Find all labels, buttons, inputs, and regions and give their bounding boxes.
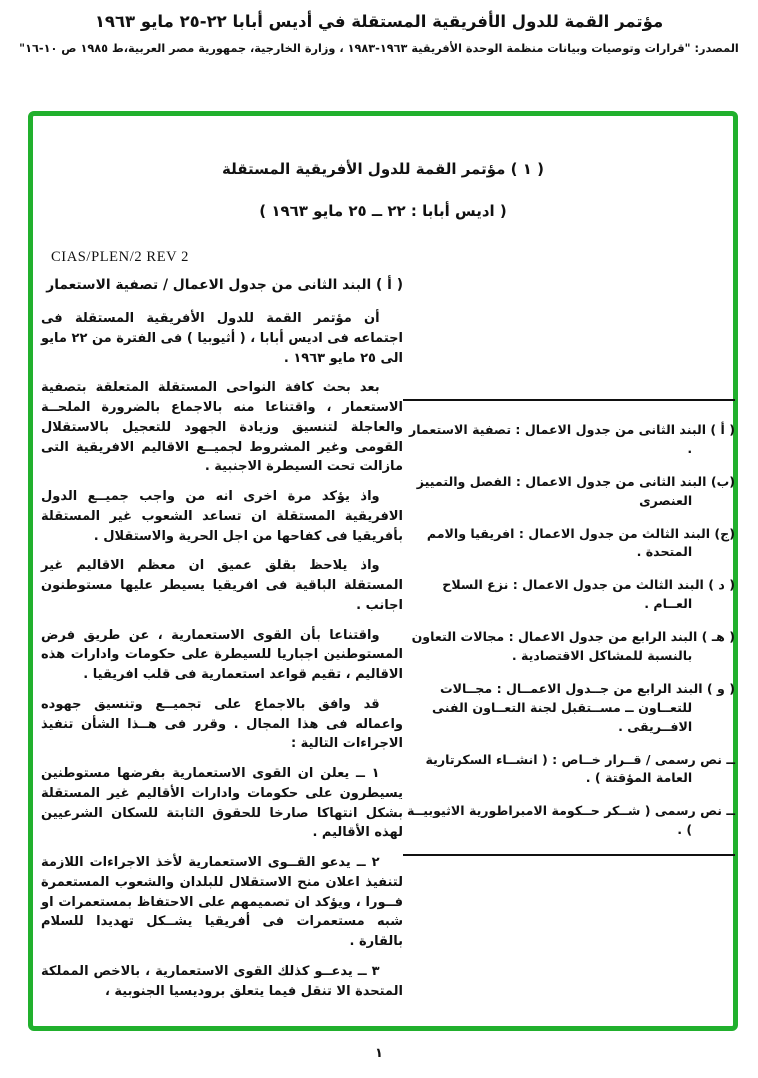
agenda-item-a: ( أ ) البند الثانى من جدول الاعمال : تصفية الاستعمار . [408, 422, 735, 456]
document-reference-code: CIAS/PLEN/2 REV 2 [51, 249, 190, 265]
document-subtitle: ( اديس أبابا : ٢٢ ــ ٢٥ مايو ١٩٦٣ ) [259, 202, 507, 220]
page-number: ١ [375, 1046, 383, 1061]
agenda-item-e: ( هـ ) البند الرابع من جدول الاعمال : مجالات التعاون بالنسبة للمشاكل الاقتصادية . [411, 629, 735, 664]
numbered-clause-1: ١ ــ يعلن ان القوى الاستعمارية بفرضها مستوطنين يسيطرون على حكومات وادارات الأقاليم غير المستقلة بشكل انتهاكا صارخا للحقوق الثابتة للسكان الشرعيين لهذه الأقاليم . [41, 766, 403, 841]
agenda-item-official-text-2: ــ نص رسمى ( شــكر حــكومة الامبراطورية الاثيوبيــة ) . [406, 803, 735, 838]
agenda-item-d: ( د ) البند الثالث من جدول الاعمال : نزع السلاح العــام . [442, 577, 735, 612]
document-frame [28, 111, 738, 1031]
page-title: مؤتمر القمة للدول الأفريقية المستقلة في أديس أبابا ٢٢-٢٥ مايو ١٩٦٣ [94, 12, 664, 31]
section-heading: ( أ ) البند الثانى من جدول الاعمال / تصفية الاستعمار [46, 277, 403, 293]
paragraph: واذ يلاحظ بقلق عميق ان معظم الاقاليم غير المستقلة الباقية فى افريقيا يسيطر عليها مستوطنون اجانب . [41, 558, 403, 613]
page-header [0, 12, 758, 55]
paragraph: واقتناعا بأن القوى الاستعمارية ، عن طريق فرض المستوطنين اجباريا للسيطرة على حكومات وادارات هذه الاقاليم ، تقيم قواعد استعمارية فى قلب افريقيا . [41, 627, 403, 682]
divider-line [403, 399, 735, 401]
divider-line [403, 854, 735, 856]
agenda-item-f: ( و ) البند الرابع من جــدول الاعمــال : مجــالات للتعــاون ــ مســتقبل لجنة التعــاون الفنى الافــريقى . [432, 680, 735, 734]
paragraph: أن مؤتمر القمة للدول الأفريقية المستقلة فى اجتماعه فى اديس أبابا ، ( أثيوبيا ) فى الفترة من ٢٢ مايو الى ٢٥ مايو ١٩٦٣ . [41, 311, 403, 366]
document-title-block [33, 160, 733, 220]
agenda-index-column [403, 399, 735, 856]
body-text-column [41, 309, 403, 1001]
agenda-item-c: (ج) البند الثالث من جدول الاعمال : افريقيا والامم المتحدة . [426, 525, 735, 560]
paragraph: واذ يؤكد مرة اخرى انه من واجب جميــع الدول الافريقية المستقلة ان تساعد الشعوب غير المستقلة بأفريقيا فى كفاحها من اجل الحرية والاستقلال . [41, 489, 403, 544]
agenda-item-official-text-1: ــ نص رسمى / قــرار خــاص : ( انشــاء السكرتارية العامة المؤقتة ) . [425, 751, 735, 786]
numbered-clause-2: ٢ ــ يدعو القــوى الاستعمارية لأخذ الاجراءات اللازمة لتنفيذ اعلان منح الاستقلال للبلدان والشعوب المستعمرة فــورا ، ويؤكد ان تصميمهم على الاحتفاظ بمستعمرات او شبه مستعمرات فى أفريقيا يشــكل تهديدا للسلام بالقارة . [41, 855, 403, 949]
paragraph: قد وافق بالاجماع على تجميــع وتنسيق جهوده واعماله فى هذا المجال . وقرر فى هــذا الشأن تنفيذ الاجراءات التالية : [41, 696, 403, 752]
source-citation: المصدر: "قرارات وتوصيات وبيانات منظمة الوحدة الأفريقية ١٩٦٣-١٩٨٣ ، وزارة الخارجية، جمهورية مصر العربية،ط ١٩٨٥ ص ١٠-١٦" [19, 42, 739, 55]
numbered-clause-3: ٣ ــ يدعــو كذلك القوى الاستعمارية ، بالاخص المملكة المتحدة الا تنقل فيما يتعلق بروديسيا الجنوبية ، [41, 963, 403, 999]
agenda-item-b: (ب) البند الثانى من جدول الاعمال : الفصل والتمييز العنصرى [416, 473, 735, 508]
paragraph: بعد بحث كافة النواحى المستقلة المتعلقة بتصفية الاستعمار ، واقتناعا منه بالاجماع بالضرورة الملحــة والعاجلة لتنسيق وزيادة الجهود للتعجيل بالاستقلال القومى وغير المشروط لجميــع الاقاليم الافريقية التى مازالت تحت السيطرة الاجنبية . [41, 380, 403, 475]
document-title: ( ١ ) مؤتمر القمة للدول الأفريقية المستقلة [222, 160, 544, 178]
